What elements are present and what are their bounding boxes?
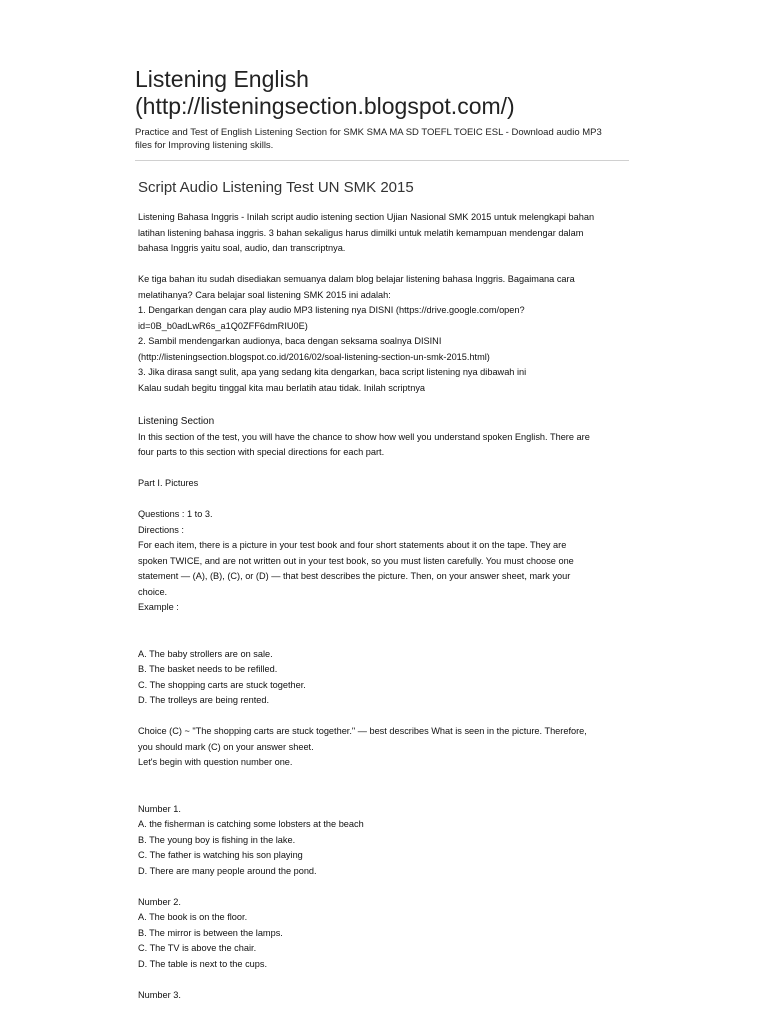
question-option: B. The young boy is fishing in the lake. (138, 834, 296, 845)
section-label: Listening Section (138, 415, 215, 427)
text-line: Kalau sudah begitu tinggal kita mau berlatih atau tidak. Inilah scriptnya (138, 382, 426, 393)
blog-description-line: files for Improving listening skills. (135, 140, 274, 151)
question-option: A. The book is on the floor. (138, 912, 248, 922)
question-number: Number 3. (138, 989, 181, 1000)
text-line: bahasa Inggris yaitu soal, audio, dan transcriptnya. (138, 243, 346, 253)
header-divider (135, 160, 629, 161)
text-line: latihan listening bahasa inggris. 3 bahan sekaligus harus dimilki untuk melatih kemampuan mendengar dalam (138, 227, 584, 238)
text-line: Choice (C) ~ "The shopping carts are stuck together." — best describes What is seen in the picture. Therefore, (138, 726, 587, 736)
example-option: B. The basket needs to be refilled. (138, 664, 278, 674)
blog-title-line: Listening English (135, 66, 309, 92)
post-body (138, 210, 633, 1003)
question-option: C. The TV is above the chair. (138, 943, 257, 953)
blog-description-line: Practice and Test of English Listening Section for SMK SMA MA SD TOEFL TOEIC ESL - Download audio MP3 (135, 127, 602, 138)
part-label: Part I. Pictures (138, 478, 199, 488)
blog-title[interactable] (135, 66, 735, 120)
question-number: Number 2. (138, 896, 181, 907)
example-option: A. The baby strollers are on sale. (138, 648, 273, 659)
text-line: melatihanya? Cara belajar soal listening SMK 2015 ini adalah: (138, 289, 391, 300)
text-line: Ke tiga bahan itu sudah disediakan semuanya dalam blog belajar listening bahasa Inggris. Bagaimana cara (138, 274, 575, 284)
audio-link-line[interactable]: id=0B_b0adLwR6s_a1Q0ZFF6dmRIU0E) (138, 320, 308, 331)
questions-label: Questions : 1 to 3. (138, 509, 213, 519)
audio-link-line[interactable]: 1. Dengarkan dengan cara play audio MP3 listening nya DISNI (https://drive.google.com/open? (138, 305, 525, 315)
example-option: C. The shopping carts are stuck together. (138, 679, 306, 690)
text-line: 3. Jika dirasa sangt sulit, apa yang sedang kita dengarkan, baca script listening nya dibawah ini (138, 367, 527, 377)
text-line: spoken TWICE, and are not written out in your test book, so you must listen carefully. You must choose one (138, 555, 574, 566)
question-option: B. The mirror is between the lamps. (138, 927, 283, 938)
question-number: Number 1. (138, 803, 181, 814)
text-line: For each item, there is a picture in your test book and four short statements about it on the tape. They are (138, 540, 567, 550)
blog-url[interactable]: (http://listeningsection.blogspot.com/) (135, 93, 515, 119)
text-line: four parts to this section with special directions for each part. (138, 447, 385, 457)
example-option: D. The trolleys are being rented. (138, 695, 270, 705)
question-option: D. There are many people around the pond. (138, 865, 317, 876)
question-option: D. The table is next to the cups. (138, 958, 268, 969)
intro-paragraph (138, 210, 633, 257)
post-title[interactable]: Script Audio Listening Test UN SMK 2015 (138, 179, 414, 196)
text-line: choice. (138, 586, 168, 597)
steps-paragraph (138, 272, 633, 396)
text-line: In this section of the test, you will have the chance to show how well you understand spoken English. There are (138, 431, 590, 442)
questions-link-line[interactable]: 2. Sambil mendengarkan audionya, baca dengan seksama soalnya DISINI (138, 336, 442, 346)
example-label: Example : (138, 602, 179, 612)
directions-label: Directions : (138, 524, 184, 535)
question-option: A. the fisherman is catching some lobsters at the beach (138, 819, 364, 829)
text-line: Let's begin with question number one. (138, 757, 293, 767)
questions-link-line[interactable]: (http://listeningsection.blogspot.co.id/2016/02/soal-listening-section-un-smk-2015.html) (138, 351, 490, 362)
blog-description (135, 126, 615, 152)
text-line: statement — (A), (B), (C), or (D) — that best describes the picture. Then, on your answer sheet, mark your (138, 571, 571, 581)
text-line: Listening Bahasa Inggris - Inilah script audio istening section Ujian Nasional SMK 2015 untuk melengkapi bahan (138, 212, 595, 222)
text-line: you should mark (C) on your answer sheet. (138, 741, 314, 752)
question-option: C. The father is watching his son playing (138, 850, 303, 860)
